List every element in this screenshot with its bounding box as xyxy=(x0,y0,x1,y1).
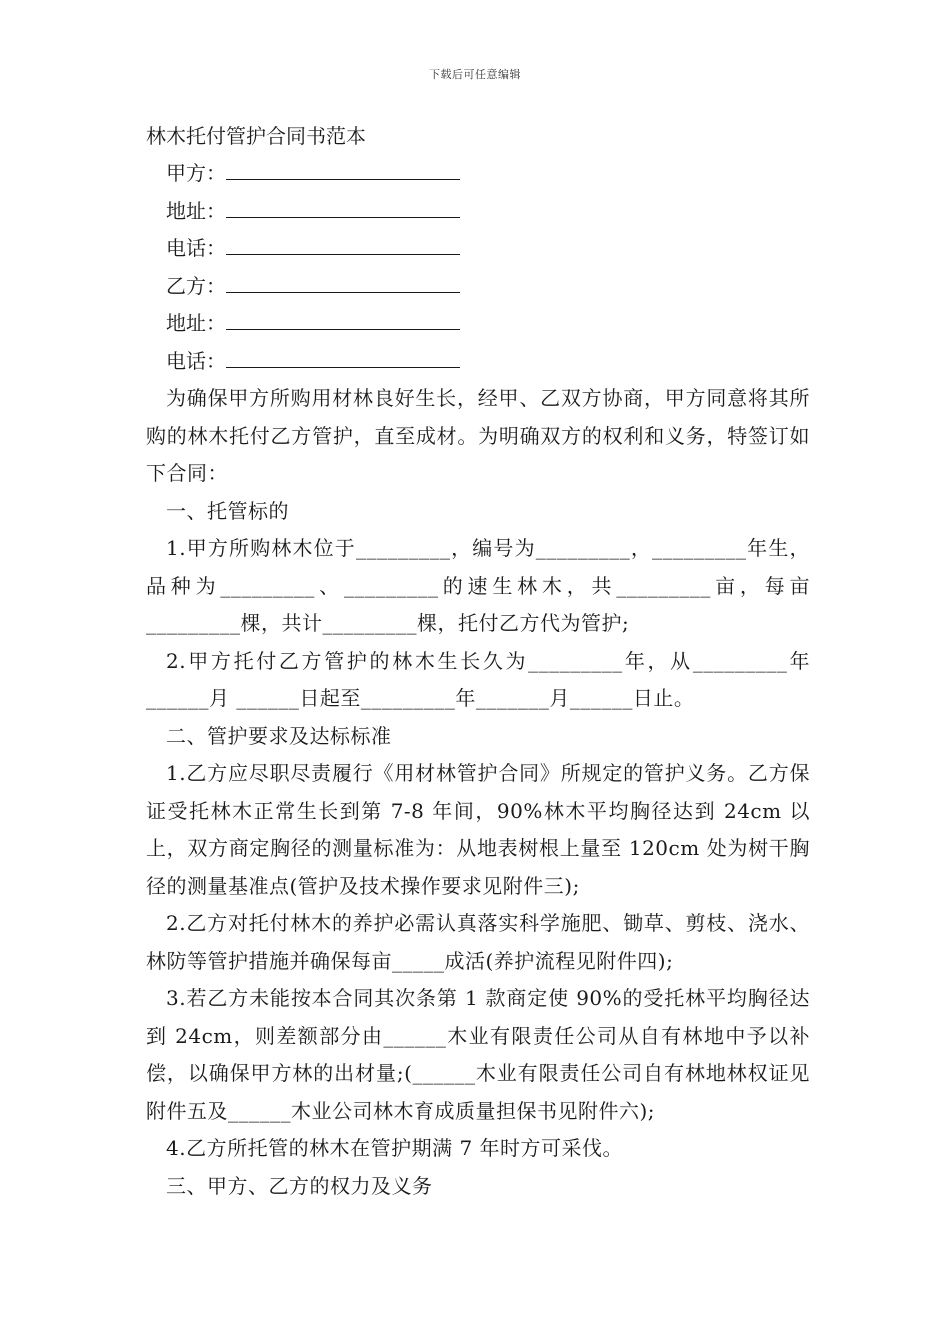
field-label: 乙方： xyxy=(166,273,226,298)
field-label: 电话： xyxy=(166,348,226,373)
section-2-heading: 二、管护要求及达标标准 xyxy=(166,723,392,748)
fill-in-blank xyxy=(226,232,460,255)
section-1-item-2: 2.甲方托付乙方管护的林木生长久为_________年，从_________年______月 ______日起至_________年_______月______日止。 xyxy=(146,648,810,710)
section-2-item-4: 4.乙方所托管的林木在管护期满 7 年时方可采伐。 xyxy=(166,1136,624,1160)
section-3-heading: 三、甲方、乙方的权力及义务 xyxy=(166,1173,433,1198)
party-a-address-line xyxy=(146,193,810,231)
document-body xyxy=(146,118,810,1205)
fill-in-blank xyxy=(226,270,460,293)
fill-in-blank xyxy=(226,307,460,330)
party-a-name-line xyxy=(146,155,810,193)
party-b-name-line xyxy=(146,268,810,306)
party-a-phone-line xyxy=(146,230,810,268)
party-b-address-line xyxy=(146,305,810,343)
document-title: 林木托付管护合同书范本 xyxy=(146,124,366,148)
section-1-heading: 一、托管标的 xyxy=(166,498,289,523)
section-2-item-2: 2.乙方对托付林木的养护必需认真落实科学施肥、锄草、剪枝、浇水、林防等管护措施并确保每亩_____成活(养护流程见附件四); xyxy=(146,911,810,973)
field-label: 地址： xyxy=(166,198,226,223)
field-label: 甲方： xyxy=(166,161,226,185)
party-b-phone-line xyxy=(146,343,810,381)
field-label: 地址： xyxy=(166,311,226,335)
intro-paragraph: 为确保甲方所购用材林良好生长，经甲、乙双方协商，甲方同意将其所购的林木托付乙方管护，直至成材。为明确双方的权利和义务，特签订如下合同： xyxy=(146,386,810,485)
field-label: 电话： xyxy=(166,236,226,260)
page-header: 下载后可任意编辑 xyxy=(429,68,521,81)
fill-in-blank xyxy=(226,157,460,180)
fill-in-blank xyxy=(226,195,460,218)
section-2-item-3: 3.若乙方未能按本合同其次条第 1 款商定使 90%的受托林平均胸径达到 24cm，则差额部分由______木业有限责任公司从自有林地中予以补偿，以确保甲方林的出材量;(______木业有限责任公司自有林地林权证见附件五及______木业公司林木育成质量担保书见附件六); xyxy=(146,986,810,1123)
fill-in-blank xyxy=(226,345,460,368)
section-2-item-1: 1.乙方应尽职尽责履行《用材林管护合同》所规定的管护义务。乙方保证受托林木正常生长到第 7-8 年间，90%林木平均胸径达到 24cm 以上，双方商定胸径的测量标准为：从地表树根上量至 120cm 处为树干胸径的测量基准点(管护及技术操作要求见附件三); xyxy=(146,761,810,898)
section-1-item-1: 1.甲方所购林木位于_________，编号为_________，_________年生，品种为_________、_________的速生林木，共_________亩，每亩_________棵，共计_________棵，托付乙方代为管护; xyxy=(146,536,810,635)
